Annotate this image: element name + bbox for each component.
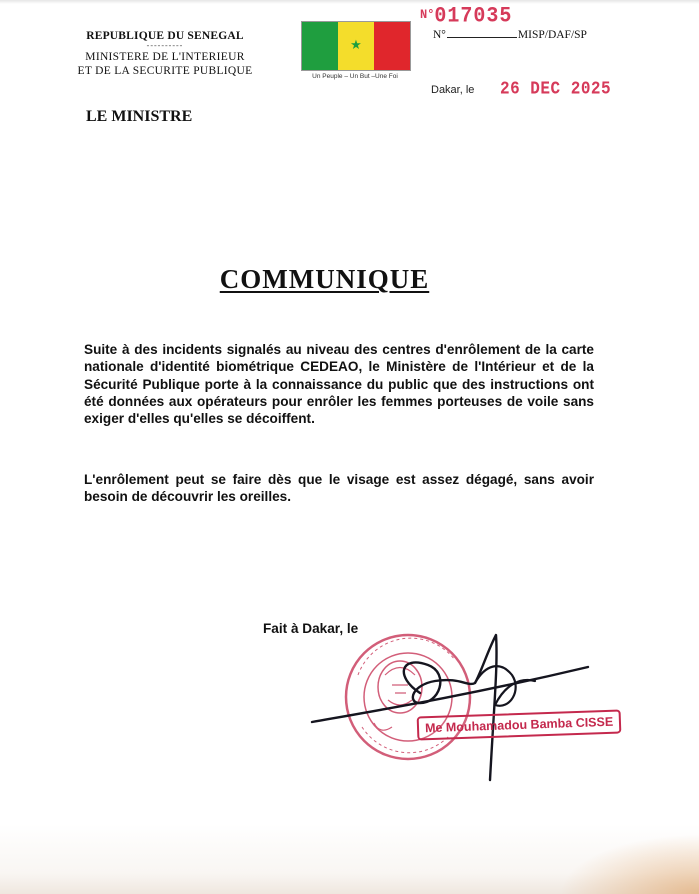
official-seal-and-signature	[300, 615, 600, 795]
ministry-line-2: ET DE LA SECURITE PUBLIQUE	[77, 65, 253, 77]
flag-star-icon: ★	[350, 37, 362, 53]
reference-suffix: MISP/DAF/SP	[517, 29, 587, 41]
scan-edge-top	[0, 0, 699, 4]
reference-blank	[447, 28, 517, 38]
registry-number-stamp	[420, 4, 512, 29]
flag-red-band	[374, 22, 410, 70]
reference-prefix: N°	[433, 29, 446, 41]
registry-number-prefix: N°	[420, 7, 435, 23]
flag-green-band	[302, 22, 338, 70]
minister-name-stamp: Me Mouhamadou Bamba CISSE	[417, 709, 622, 740]
body-paragraph-2: L'enrôlement peut se faire dès que le visage est assez dégagé, sans avoir besoin de découvrir les oreilles.	[84, 472, 594, 505]
date-stamp: 26 DEC 2025	[500, 78, 612, 100]
registry-number: 017035	[434, 3, 513, 30]
body-paragraph-1: Suite à des incidents signalés au niveau des centres d'enrôlement de la carte nationale d'identité biométrique CEDEAO, le Ministère de l'Intérieur et de la Sécurité Publique porte à la connaissance du public que des instructions ont été données aux opérateurs pour enrôler les femmes porteuses de voile sans exiger d'elles qu'elles se décoiffent.	[84, 342, 594, 427]
document-title	[0, 264, 649, 295]
scan-corner-glare	[559, 834, 699, 894]
date-label: Dakar, le	[431, 84, 475, 96]
republic-label: REPUBLIQUE DU SENEGAL	[86, 30, 244, 42]
letterhead-left	[60, 30, 270, 78]
ministry-line-1: MINISTERE DE L'INTERIEUR	[85, 51, 245, 63]
national-motto: Un Peuple – Un But –Une Foi	[312, 73, 398, 80]
signatory-title: LE MINISTRE	[86, 108, 193, 125]
senegal-flag-icon	[301, 21, 411, 71]
reference-line	[433, 28, 587, 41]
header-separator: ----------	[146, 41, 184, 50]
document-title-text: COMMUNIQUE	[219, 264, 430, 294]
flag-yellow-band	[338, 22, 374, 70]
place-date-line: Fait à Dakar, le	[263, 621, 359, 636]
